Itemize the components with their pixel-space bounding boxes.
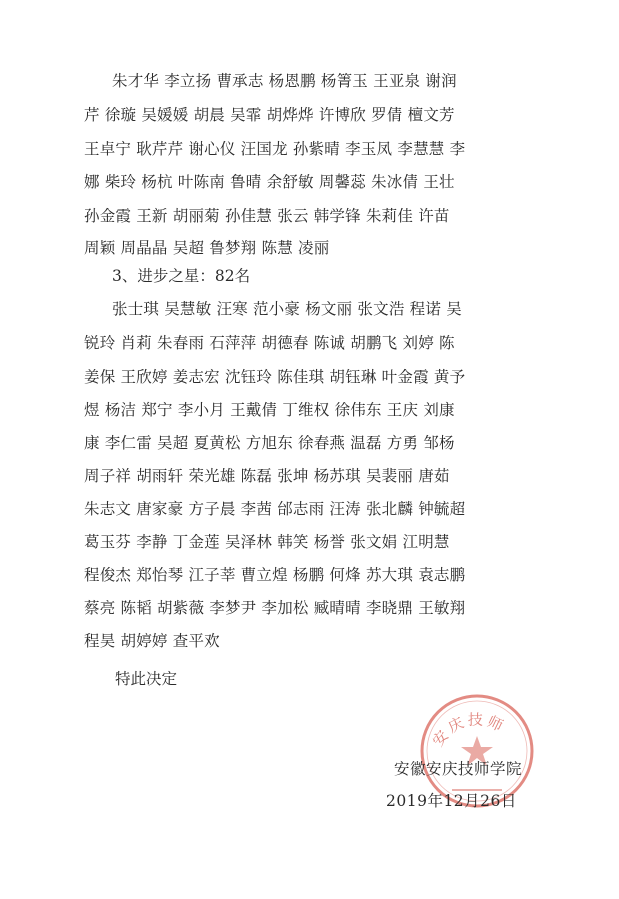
name-list-line: 周子祥 胡雨轩 荣光雄 陈磊 张坤 杨苏琪 吴裴丽 唐茹	[84, 467, 450, 485]
name-list-line: 葛玉芬 李静 丁金莲 吴泽林 韩笑 杨誉 张文娟 江明慧	[84, 533, 450, 551]
name-list-line: 孙金霞 王新 胡丽菊 孙佳慧 张云 韩学锋 朱莉佳 许苗	[84, 207, 450, 225]
name-list-line: 张士琪 吴慧敏 汪寒 范小豪 杨文丽 张文浩 程诺 吴	[112, 300, 462, 318]
name-list-line: 周颖 周晶晶 吴超 鲁梦翔 陈慧 凌丽	[84, 239, 330, 257]
name-list-line: 朱志文 唐家豪 方子晨 李茜 邰志雨 汪涛 张北麟 钟毓超	[84, 500, 466, 518]
name-list-line: 娜 柴玲 杨杭 叶陈南 鲁晴 余舒敏 周馨蕊 朱冰倩 王壮	[84, 173, 455, 191]
name-list-line: 程俊杰 郑怡琴 江子莘 曹立煌 杨鹏 何烽 苏大琪 袁志鹏	[84, 566, 466, 584]
name-list-line: 王卓宁 耿芹芹 谢心仪 汪国龙 孙紫晴 李玉凤 李慧慧 李	[84, 140, 466, 158]
svg-text:安庆技师: 安庆技师	[428, 710, 509, 750]
name-list-line: 煜 杨洁 郑宁 李小月 王戴倩 丁维权 徐伟东 王庆 刘康	[84, 401, 455, 419]
signing-date: 2019年12月26日	[386, 792, 517, 810]
closing-text: 特此决定	[115, 670, 178, 688]
name-list-line: 姜保 王欣婷 姜志宏 沈钰玲 陈佳琪 胡钰琳 叶金霞 黄予	[84, 368, 466, 386]
name-list-line: 程昊 胡婷婷 查平欢	[84, 632, 220, 650]
name-list-line: 蔡亮 陈韬 胡紫薇 李梦尹 李加松 臧晴晴 李晓鼎 王敏翔	[84, 599, 466, 617]
name-list-line: 朱才华 李立扬 曹承志 杨恩鹏 杨箐玉 王亚泉 谢润	[112, 72, 457, 90]
name-list-line: 锐玲 肖莉 朱春雨 石萍萍 胡德春 陈诚 胡鹏飞 刘婷 陈	[84, 334, 455, 352]
name-list-line: 芹 徐璇 吴媛媛 胡晨 吴霏 胡烨烨 许博欣 罗倩 檀文芳	[84, 106, 455, 124]
name-list-line: 康 李仁雷 吴超 夏黄松 方旭东 徐春燕 温磊 方勇 邹杨	[84, 434, 455, 452]
section-3-heading: 3、进步之星：82名	[112, 267, 251, 285]
signing-organization: 安徽安庆技师学院	[394, 760, 523, 778]
